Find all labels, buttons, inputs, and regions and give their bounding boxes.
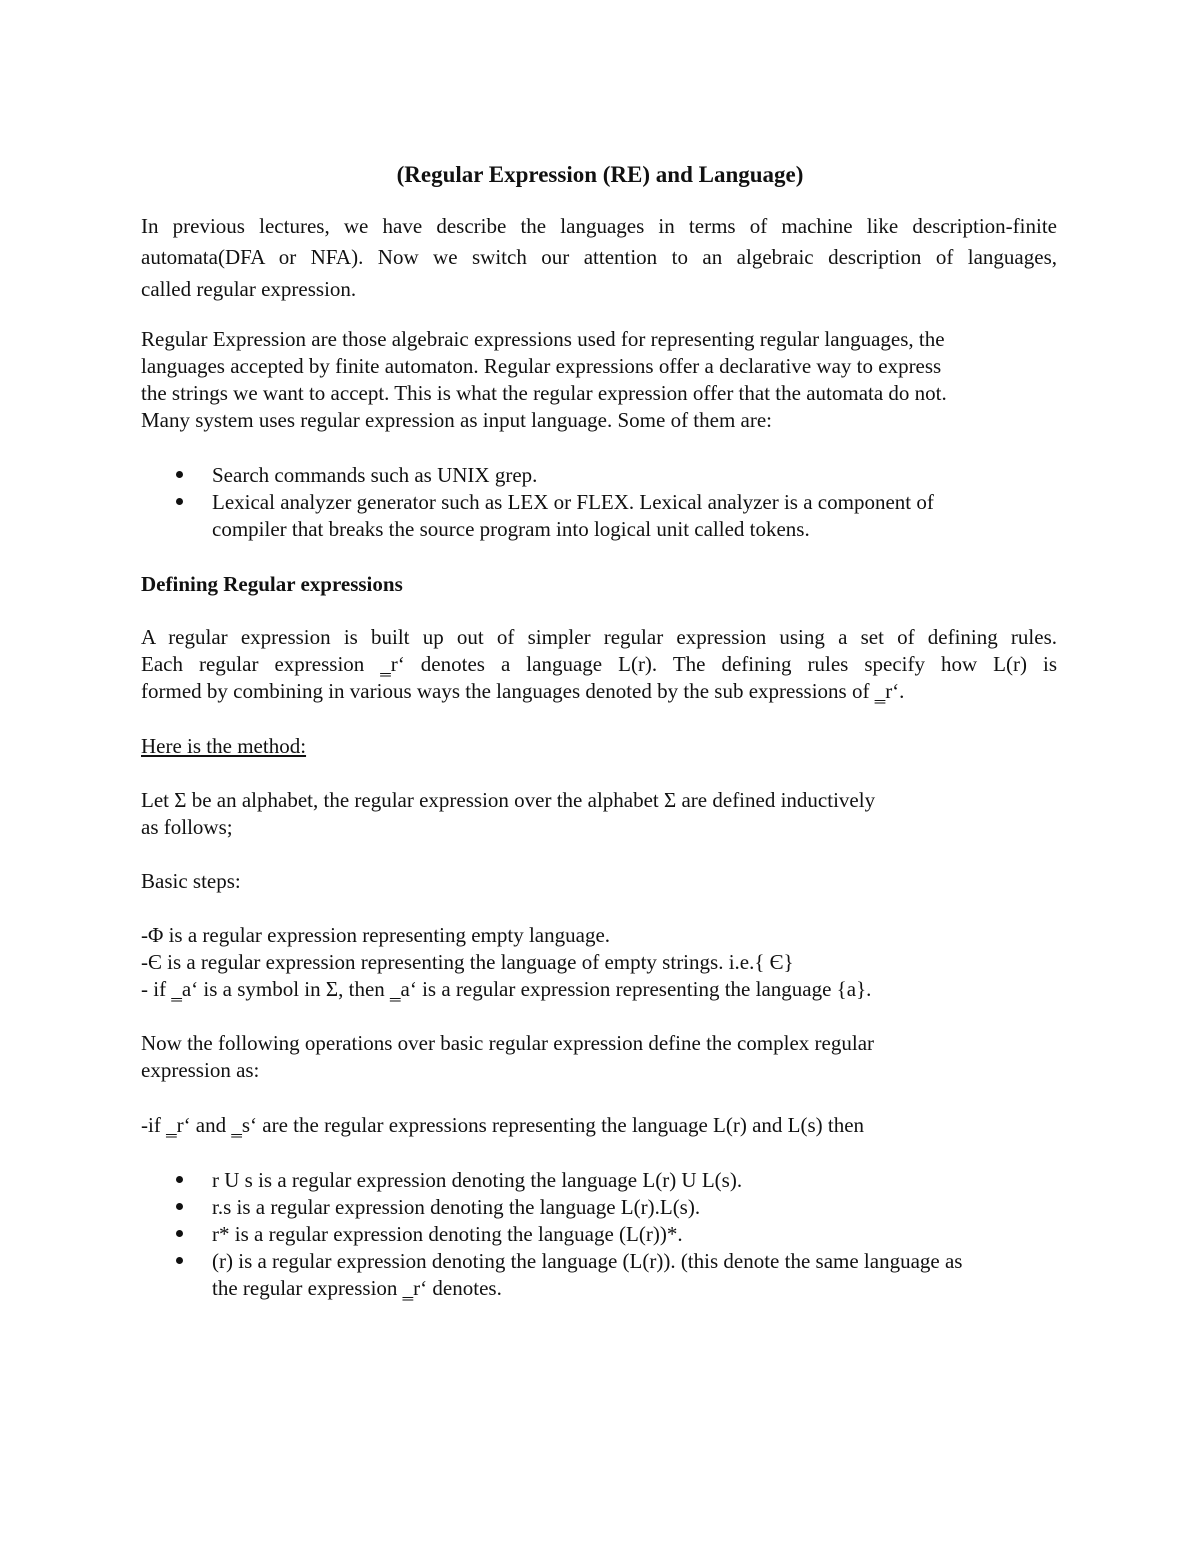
- list-item: (r) is a regular expression denoting the language (L(r)). (this denote the same language as: [212, 1249, 963, 1273]
- list-item: Lexical analyzer generator such as LEX or FLEX. Lexical analyzer is a component of: [212, 490, 934, 514]
- bullet-icon: [176, 1230, 183, 1237]
- bullet-icon: [176, 471, 183, 478]
- para3-line-3: formed by combining in various ways the languages denoted by the sub expressions of ‗r‘.: [141, 679, 905, 703]
- para2-line-3: the strings we want to accept. This is what the regular expression offer that the automata do not.: [141, 381, 947, 405]
- list-item-continuation: the regular expression ‗r‘ denotes.: [212, 1276, 502, 1300]
- list-item: Search commands such as UNIX grep.: [212, 463, 538, 487]
- para2-line-2: languages accepted by finite automaton. Regular expressions offer a declarative way to express: [141, 354, 942, 378]
- method-heading: Here is the method:: [141, 734, 307, 758]
- bullet-icon: [176, 1257, 183, 1264]
- basic-step: -Φ is a regular expression representing empty language.: [141, 923, 611, 947]
- para3-line-2: Each regular expression ‗r‘ denotes a language L(r). The defining rules specify how L(r) is: [141, 652, 1057, 676]
- basic-steps-label: Basic steps:: [141, 869, 241, 893]
- intro-line-1: In previous lectures, we have describe the languages in terms of machine like description-finite: [141, 214, 1057, 238]
- intro-line-3: called regular expression.: [141, 277, 357, 301]
- list-item: r U s is a regular expression denoting the language L(r) U L(s).: [212, 1168, 743, 1192]
- bullet-icon: [176, 1176, 183, 1183]
- operations-intro-line-2: expression as:: [141, 1058, 260, 1082]
- alphabet-line-2: as follows;: [141, 815, 233, 839]
- operations-intro-line-1: Now the following operations over basic regular expression define the complex regular: [141, 1031, 875, 1055]
- bullet-icon: [176, 1203, 183, 1210]
- para2-line-1: Regular Expression are those algebraic expressions used for representing regular languages, the: [141, 327, 945, 351]
- basic-step: - if ‗a‘ is a symbol in Σ, then ‗a‘ is a regular expression representing the language {a}.: [141, 977, 872, 1001]
- para3-line-1: A regular expression is built up out of simpler regular expression using a set of defining rules.: [141, 625, 1057, 649]
- list-item: r.s is a regular expression denoting the language L(r).L(s).: [212, 1195, 701, 1219]
- list-item: r* is a regular expression denoting the language (L(r))*.: [212, 1222, 683, 1246]
- basic-step: -Є is a regular expression representing the language of empty strings. i.e.{ Є}: [141, 950, 794, 974]
- alphabet-line-1: Let Σ be an alphabet, the regular expression over the alphabet Σ are defined inductively: [141, 788, 876, 812]
- bullet-icon: [176, 498, 183, 505]
- para2-line-4: Many system uses regular expression as input language. Some of them are:: [141, 408, 773, 432]
- condition-line: -if ‗r‘ and ‗s‘ are the regular expressions representing the language L(r) and L(s) then: [141, 1113, 865, 1137]
- section-heading: Defining Regular expressions: [141, 572, 403, 596]
- page-title: (Regular Expression (RE) and Language): [396, 162, 804, 187]
- intro-line-2: automata(DFA or NFA). Now we switch our attention to an algebraic description of languages,: [141, 245, 1057, 269]
- list-item-continuation: compiler that breaks the source program into logical unit called tokens.: [212, 517, 810, 541]
